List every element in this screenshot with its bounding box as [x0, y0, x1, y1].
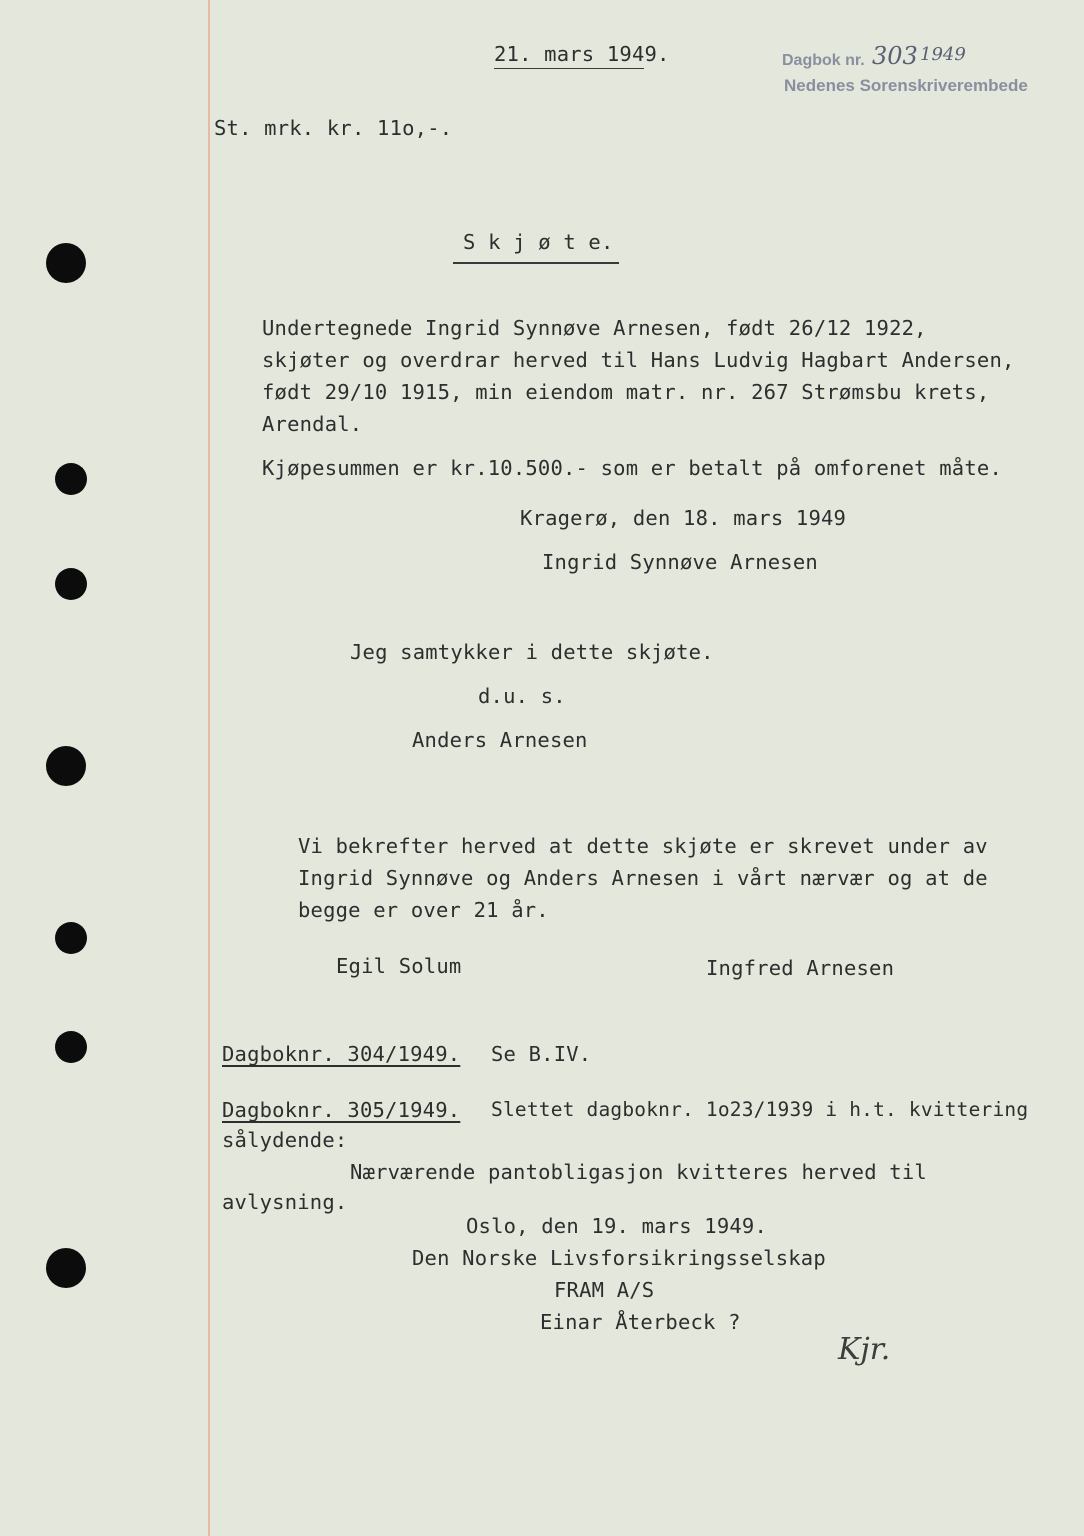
entry-305-signer: Einar Återbeck ? — [540, 1310, 741, 1334]
entry-305-line: sålydende: — [222, 1128, 348, 1152]
deed-line: Arendal. — [262, 412, 363, 436]
punch-hole — [55, 922, 87, 954]
entry-305-company2: FRAM A/S — [554, 1278, 655, 1302]
stamp-year: 1949 — [920, 44, 966, 65]
entry-305-company: Den Norske Livsforsikringsselskap — [412, 1246, 826, 1270]
witness-signature-right: Ingfred Arnesen — [706, 956, 895, 980]
punch-hole — [46, 243, 86, 283]
stamp-duty: St. mrk. kr. 11o,-. — [214, 116, 453, 140]
entry-305-text: Slettet dagboknr. 1o23/1939 i h.t. kvittering — [491, 1098, 1029, 1121]
registry-stamp-line1: Dagbok nr. — [782, 52, 865, 69]
punch-hole — [55, 1031, 87, 1063]
date-underline — [494, 68, 644, 69]
deed-line: født 29/10 1915, min eiendom matr. nr. 267 Strømsbu krets, — [262, 380, 990, 404]
witness-signature-left: Egil Solum — [336, 954, 462, 978]
entry-305-label: Dagboknr. 305/1949. — [222, 1098, 461, 1122]
entry-305-line: avlysning. — [222, 1190, 348, 1214]
consent-signature: Anders Arnesen — [412, 728, 588, 752]
punch-hole — [55, 463, 87, 495]
punch-hole — [55, 568, 87, 600]
entry-304-label: Dagboknr. 304/1949. — [222, 1042, 461, 1066]
place-date: Kragerø, den 18. mars 1949 — [520, 506, 847, 530]
page-title: S k j ø t e. — [463, 230, 614, 254]
entry-304-text: Se B.IV. — [491, 1042, 592, 1066]
witness-line: Vi bekrefter herved at dette skjøte er skrevet under av — [298, 834, 988, 858]
punch-hole — [46, 1248, 86, 1288]
witness-line: begge er over 21 år. — [298, 898, 549, 922]
deed-line: Undertegnede Ingrid Synnøve Arnesen, født 26/12 1922, — [262, 316, 927, 340]
title-underline — [453, 262, 619, 264]
seller-signature: Ingrid Synnøve Arnesen — [542, 550, 818, 574]
handwritten-initials: Kjr. — [838, 1332, 891, 1367]
witness-line: Ingrid Synnøve og Anders Arnesen i vårt nærvær og at de — [298, 866, 988, 890]
entry-305-place-date: Oslo, den 19. mars 1949. — [466, 1214, 768, 1238]
deed-line: skjøter og overdrar herved til Hans Ludvig Hagbart Andersen, — [262, 348, 1015, 372]
header-date: 21. mars 1949. — [494, 42, 670, 66]
margin-line — [208, 0, 210, 1536]
registry-stamp-line2: Nedenes Sorenskriverembede — [784, 76, 1028, 95]
consent-text: Jeg samtykker i dette skjøte. — [350, 640, 714, 664]
consent-dus: d.u. s. — [478, 684, 566, 708]
stamp-number: 303 — [872, 42, 918, 70]
punch-hole — [46, 746, 86, 786]
entry-305-line: Nærværende pantobligasjon kvitteres herved til — [350, 1160, 927, 1184]
purchase-price: Kjøpesummen er kr.10.500.- som er betalt på omforenet måte. — [262, 456, 1002, 480]
